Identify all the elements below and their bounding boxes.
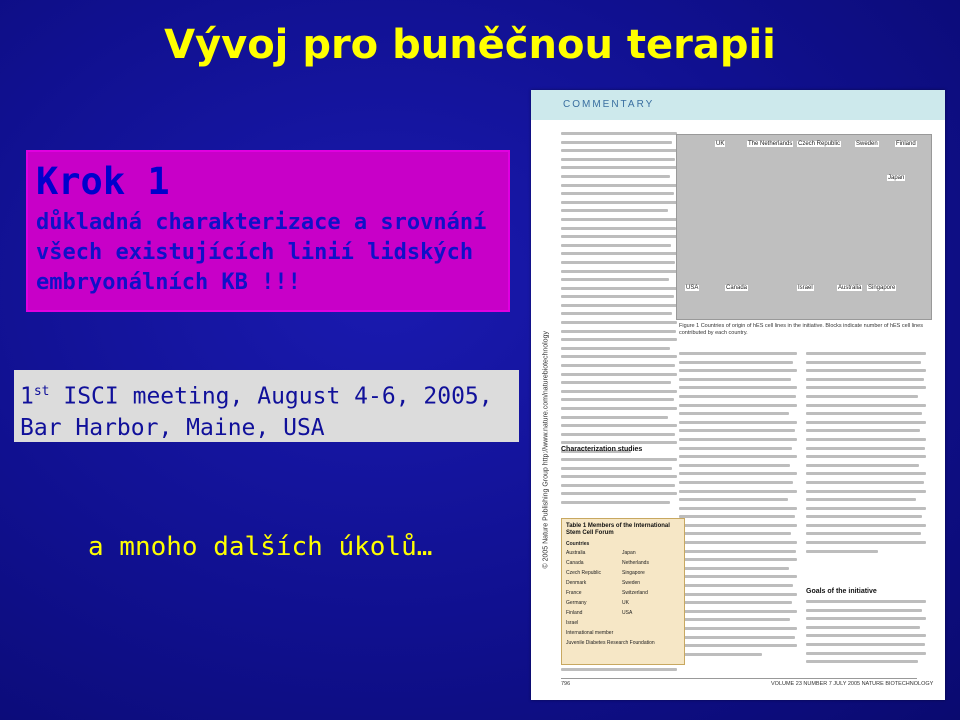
goals-text	[806, 600, 926, 669]
members-table	[561, 518, 685, 665]
map-label: Japan	[888, 175, 905, 181]
table-footnote	[561, 668, 677, 677]
table-row: France Switzerland	[566, 590, 648, 596]
table-row: Juvenile Diabetes Research Foundation	[566, 640, 655, 646]
journal-footer: VOLUME 23 NUMBER 7 JULY 2005 NATURE BIOTECHNOLOGY	[771, 681, 934, 687]
map-label: Israel	[798, 285, 813, 291]
side-copyright	[541, 210, 555, 570]
krok-description	[36, 208, 506, 298]
figure-caption: Figure 1 Countries of origin of hES cell lines in the initiative. Blocks indicate number of hES cell lines contributed by each country.	[679, 323, 923, 336]
commentary-label: COMMENTARY	[563, 99, 655, 110]
krok-line: důkladná charakterizace a srovnání	[36, 210, 487, 235]
journal-page-image	[531, 90, 945, 700]
footer-divider	[561, 678, 917, 679]
table-row: Finland USA	[566, 610, 633, 616]
meeting-box	[14, 370, 519, 442]
map-label: Czech Republic	[798, 141, 841, 147]
meeting-ordinal: 1	[20, 383, 34, 410]
meeting-line1: ISCI meeting, August 4-6, 2005,	[49, 383, 493, 410]
table-row: Czech Republic Singapore	[566, 570, 645, 576]
more-tasks-text: a mnoho dalších úkolů…	[88, 532, 433, 562]
table-title: Table 1 Members of the International Stem Cell Forum	[566, 523, 670, 536]
table-row: Israel	[566, 620, 579, 626]
meeting-ordinal-suffix: st	[33, 384, 50, 399]
meeting-text	[20, 376, 493, 444]
table-header: Countries	[566, 541, 590, 547]
table-row: International member	[566, 630, 614, 636]
world-map-figure	[676, 134, 932, 320]
heading-characterization: Characterization studies	[561, 446, 643, 453]
table-row: Canada Netherlands	[566, 560, 649, 566]
map-label: Singapore	[868, 285, 896, 291]
map-label: Finland	[896, 141, 916, 147]
heading-goals: Goals of the initiative	[806, 588, 877, 595]
characterization-text	[561, 458, 677, 510]
map-label: USA	[686, 285, 699, 291]
map-label: Canada	[726, 285, 748, 291]
page-number: 796	[561, 681, 571, 687]
map-label: Australia	[838, 285, 862, 291]
krok-heading: Krok 1	[36, 160, 170, 203]
side-copyright-text: © 2005 Nature Publishing Group http://www.nature.com/naturebiotechnology	[542, 331, 550, 569]
left-column-text	[561, 132, 677, 459]
middle-column-text	[679, 352, 797, 661]
krok-line: všech existujících linií lidských	[36, 240, 474, 265]
table-row: Australia Japan	[566, 550, 636, 556]
meeting-line2: Bar Harbor, Maine, USA	[20, 414, 325, 441]
map-label: UK	[716, 141, 725, 147]
right-column-text	[806, 352, 926, 558]
krok-box	[26, 150, 510, 312]
table-row: Germany UK	[566, 600, 629, 606]
map-label: Sweden	[856, 141, 878, 147]
krok-line: embryonálních KB !!!	[36, 270, 301, 295]
slide-title: Vývoj pro buněčnou terapii	[164, 22, 776, 68]
commentary-band	[531, 90, 945, 120]
map-label: The Netherlands	[748, 141, 793, 147]
table-row: Denmark Sweden	[566, 580, 641, 586]
